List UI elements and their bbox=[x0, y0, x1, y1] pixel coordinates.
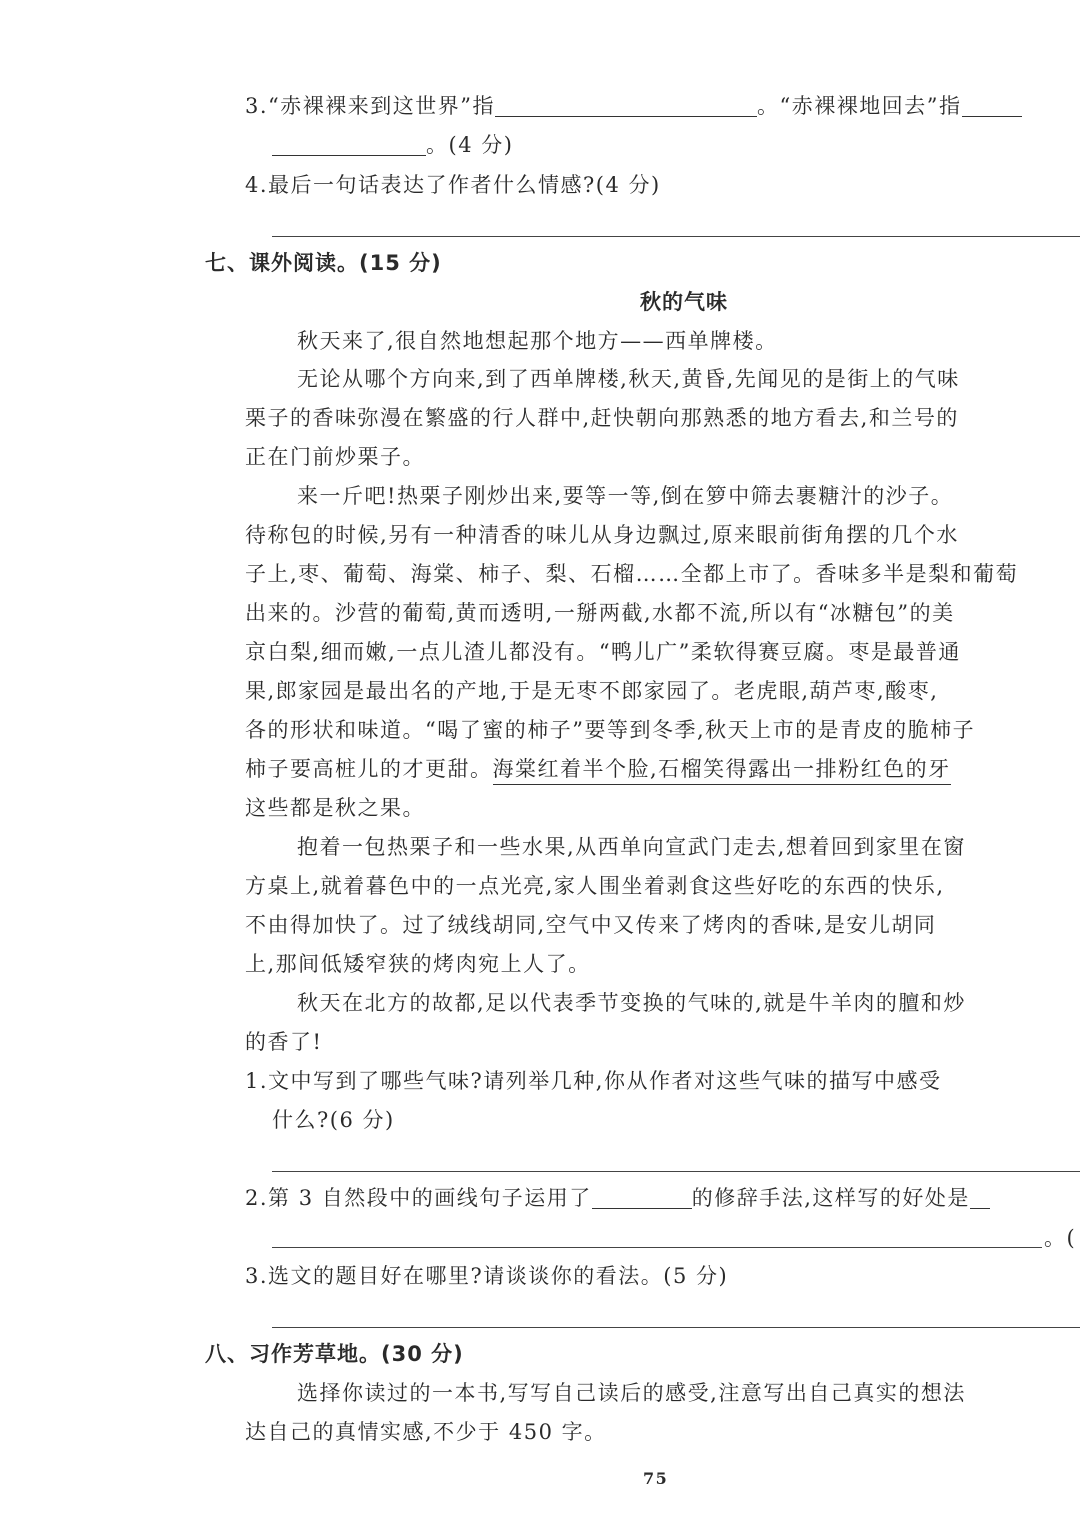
passage-line: 秋天来了,很自然地想起那个地方——西单牌楼。 bbox=[297, 329, 778, 353]
question-6-3-text-b: 。“赤裸裸地回去”指 bbox=[757, 94, 962, 118]
passage-line: 待称包的时候,另有一种清香的味儿从身边飘过,原来眼前街角摆的几个水 bbox=[245, 523, 959, 547]
question-6-3-text-a: 3.“赤裸裸来到这世界”指 bbox=[245, 94, 496, 118]
passage-line: 栗子的香味弥漫在繁盛的行人群中,赶快朝向那熟悉的地方看去,和兰号的 bbox=[245, 406, 959, 430]
question-7-2-score: 。( bbox=[1044, 1226, 1077, 1250]
question-7-2-text-b: 的修辞手法,这样写的好处是 bbox=[691, 1186, 970, 1210]
passage-line: 上,那间低矮窄狭的烤肉宛上人了。 bbox=[245, 952, 591, 976]
passage-line: 果,郎家园是最出名的产地,于是无枣不郎家园了。老虎眼,葫芦枣,酸枣, bbox=[245, 679, 939, 703]
prompt-line: 达自己的真情实感,不少于 450 字。 bbox=[245, 1420, 607, 1444]
passage-line: 方桌上,就着暮色中的一点光亮,家人围坐着剥食这些好吃的东西的快乐, bbox=[245, 874, 945, 898]
question-6-4: 4.最后一句话表达了作者什么情感?(4 分) bbox=[245, 173, 661, 197]
answer-line[interactable] bbox=[272, 1247, 1042, 1248]
answer-line[interactable] bbox=[272, 236, 1080, 237]
question-6-3 bbox=[245, 96, 1022, 117]
question-6-3-continued bbox=[272, 135, 513, 156]
passage-title: 秋的气味 bbox=[640, 290, 728, 314]
question-6-3-text-c: 。(4 分) bbox=[426, 133, 514, 157]
underlined-sentence: 海棠红着半个脸,石榴笑得露出一排粉红色的牙 bbox=[493, 757, 951, 785]
section-8-heading: 八、习作芳草地。(30 分) bbox=[205, 1342, 464, 1366]
answer-blank[interactable] bbox=[495, 96, 757, 117]
passage-text: 柿子要高桩儿的才更甜。 bbox=[245, 757, 493, 781]
answer-line[interactable] bbox=[272, 1171, 1080, 1172]
question-7-2 bbox=[245, 1188, 990, 1209]
answer-blank[interactable] bbox=[592, 1188, 692, 1209]
passage-line: 各的形状和味道。“喝了蜜的柿子”要等到冬季,秋天上市的是青皮的脆柿子 bbox=[245, 718, 976, 742]
answer-blank[interactable] bbox=[272, 135, 426, 156]
passage-line: 这些都是秋之果。 bbox=[245, 796, 425, 820]
passage-line: 的香了! bbox=[245, 1030, 323, 1054]
passage-line: 来一斤吧!热栗子刚炒出来,要等一等,倒在箩中筛去裹糖汁的沙子。 bbox=[297, 484, 954, 508]
answer-blank[interactable] bbox=[962, 96, 1022, 117]
page-number: 75 bbox=[643, 1469, 669, 1488]
passage-line: 抱着一包热栗子和一些水果,从西单向宣武门走去,想着回到家里在窗 bbox=[297, 835, 966, 859]
passage-line: 出来的。沙营的葡萄,黄而透明,一掰两截,水都不流,所以有“冰糖包”的美 bbox=[245, 601, 955, 625]
prompt-line: 选择你读过的一本书,写写自己读后的感受,注意写出自己真实的想法 bbox=[297, 1381, 966, 1405]
passage-line bbox=[245, 759, 951, 780]
section-7-heading: 七、课外阅读。(15 分) bbox=[205, 251, 442, 275]
question-7-1: 1.文中写到了哪些气味?请列举几种,你从作者对这些气味的描写中感受 bbox=[245, 1069, 942, 1093]
passage-line: 不由得加快了。过了绒线胡同,空气中又传来了烤肉的香味,是安儿胡同 bbox=[245, 913, 937, 937]
answer-line[interactable] bbox=[272, 1327, 1080, 1328]
question-7-1-continued: 什么?(6 分) bbox=[272, 1108, 395, 1132]
passage-line: 子上,枣、葡萄、海棠、柿子、梨、石榴……全都上市了。香味多半是梨和葡萄 bbox=[245, 562, 1019, 586]
passage-line: 京白梨,细而嫩,一点儿渣儿都没有。“鸭儿广”柔软得赛豆腐。枣是最普通 bbox=[245, 640, 961, 664]
passage-line: 正在门前炒栗子。 bbox=[245, 445, 425, 469]
passage-line: 无论从哪个方向来,到了西单牌楼,秋天,黄昏,先闻见的是街上的气味 bbox=[297, 367, 960, 391]
answer-blank[interactable] bbox=[970, 1188, 990, 1209]
question-7-3: 3.选文的题目好在哪里?请谈谈你的看法。(5 分) bbox=[245, 1264, 729, 1288]
passage-line: 秋天在北方的故都,足以代表季节变换的气味的,就是牛羊肉的膻和炒 bbox=[297, 991, 966, 1015]
question-7-2-text-a: 2.第 3 自然段中的画线句子运用了 bbox=[245, 1186, 592, 1210]
